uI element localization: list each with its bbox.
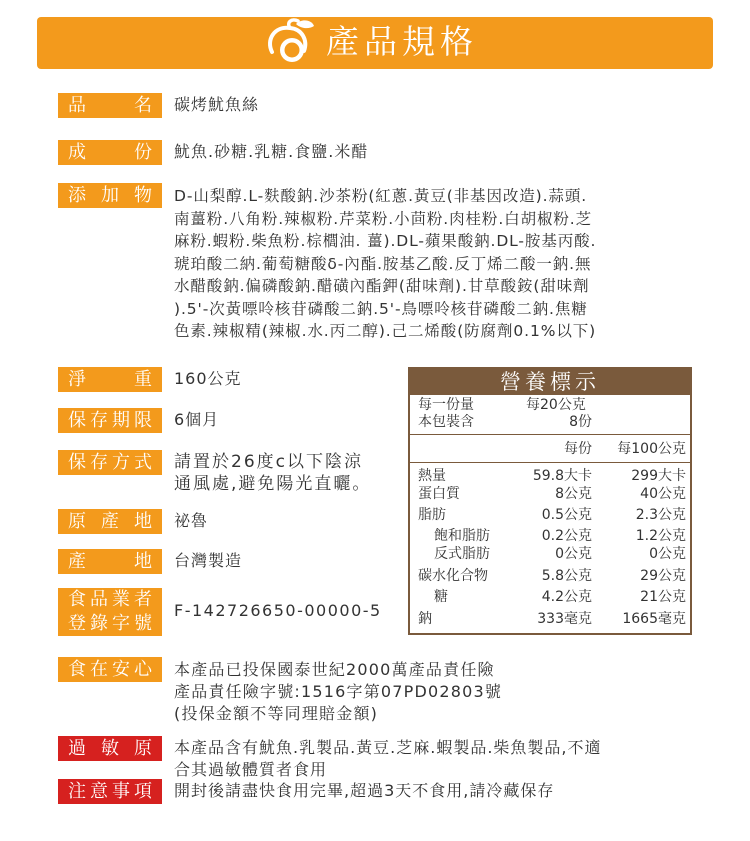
row-per-serving: 0.5公克 xyxy=(541,507,592,523)
label-allergen: 過敏原 xyxy=(58,736,162,761)
food-safety-text xyxy=(174,659,502,725)
additives-line: 色素.辣椒精(辣椒.水.丙二醇).己二烯酸(防腐劑0.1%以下) xyxy=(174,322,597,340)
row-name: 蛋白質 xyxy=(418,486,460,502)
nutrition-table xyxy=(408,367,692,635)
food-safety-note: (投保金額不等同理賠金額) xyxy=(174,704,379,723)
serving-size-label: 每一份量 xyxy=(418,397,474,413)
label-shelf-life: 保存期限 xyxy=(58,408,162,433)
row-name: 脂肪 xyxy=(418,507,446,523)
label-ingredients: 成份 xyxy=(58,140,162,165)
row-per-100g: 1665毫克 xyxy=(622,611,686,627)
origin-value: 祕魯 xyxy=(174,511,209,530)
label-product-name: 品名 xyxy=(58,93,162,118)
allergen-line: 本產品含有魷魚.乳製品.黃豆.芝麻.蝦製品.柴魚製品,不適 xyxy=(174,738,602,757)
label-net-weight: 淨重 xyxy=(58,367,162,392)
allergen-text xyxy=(174,737,602,781)
row-per-serving: 8公克 xyxy=(555,486,592,502)
label-food-safety: 食在安心 xyxy=(58,657,162,682)
row-name: 熱量 xyxy=(418,468,446,484)
label-additives: 添加物 xyxy=(58,183,162,208)
serving-size-value: 每20公克 xyxy=(526,397,586,413)
label-producer-location: 產地 xyxy=(58,549,162,574)
storage-text xyxy=(174,451,371,495)
allergen-line: 合其過敏體質者食用 xyxy=(174,760,328,779)
nutrition-title: 營養標示 xyxy=(410,369,690,395)
label-origin: 原產地 xyxy=(58,509,162,534)
label-storage: 保存方式 xyxy=(58,450,162,475)
row-per-serving: 59.8大卡 xyxy=(532,468,592,484)
row-per-100g: 40公克 xyxy=(640,486,686,502)
row-per-100g: 0公克 xyxy=(649,546,686,562)
row-per-100g: 299大卡 xyxy=(631,468,686,484)
servings-label: 本包裝含 xyxy=(418,414,474,430)
additives-line: 琥珀酸二納.葡萄糖酸δ-內酯.胺基乙酸.反丁烯二酸一鈉.無 xyxy=(174,254,592,273)
ingredients-value: 魷魚.砂糖.乳糖.食鹽.米醋 xyxy=(174,142,369,161)
row-per-100g: 2.3公克 xyxy=(635,507,686,523)
label-registration xyxy=(58,588,162,636)
additives-line: 水醋酸鈉.偏磷酸鈉.醋磺內酯鉀(甜味劑).甘草酸銨(甜味劑 xyxy=(174,277,590,295)
registration-label-line: 登錄字號 xyxy=(68,613,152,634)
additives-line: 麻粉.蝦粉.柴魚粉.棕櫚油. 薑).DL-蘋果酸鈉.DL-胺基丙酸. xyxy=(174,232,597,250)
additives-line: D-山梨醇.L-麩酸鈉.沙茶粉(紅蔥.黃豆(非基因改造).蒜頭. xyxy=(174,187,588,205)
col-per-serving: 每份 xyxy=(564,441,592,457)
row-name: 鈉 xyxy=(418,611,432,627)
row-per-serving: 5.8公克 xyxy=(541,568,592,584)
label-notice: 注意事項 xyxy=(58,779,162,804)
row-per-serving: 0公克 xyxy=(555,546,592,562)
row-per-serving: 4.2公克 xyxy=(541,589,592,605)
producer-location-value: 台灣製造 xyxy=(174,551,243,570)
additives-text xyxy=(174,185,694,343)
divider xyxy=(410,434,690,435)
shelf-life-value: 6個月 xyxy=(174,410,220,429)
col-per-100g: 每100公克 xyxy=(617,441,686,457)
divider xyxy=(410,462,690,463)
row-per-serving: 333毫克 xyxy=(537,611,592,627)
row-per-serving: 0.2公克 xyxy=(541,528,592,544)
registration-value: F-142726650-00000-5 xyxy=(174,601,382,620)
product-name-value: 碳烤魷魚絲 xyxy=(174,95,260,114)
additives-line: ).5'-次黃嘌呤核苷磷酸二鈉.5'-鳥嘌呤核苷磷酸二鈉.焦糖 xyxy=(174,299,588,318)
servings-value: 8份 xyxy=(569,414,592,430)
row-name: 反式脂肪 xyxy=(434,546,490,562)
storage-line: 請置於26度c以下陰涼 xyxy=(174,452,363,472)
row-per-100g: 21公克 xyxy=(640,589,686,605)
row-per-100g: 1.2公克 xyxy=(635,528,686,544)
notice-value: 開封後請盡快食用完畢,超過3天不食用,請冷藏保存 xyxy=(174,781,555,800)
row-per-100g: 29公克 xyxy=(640,568,686,584)
row-name: 飽和脂肪 xyxy=(434,528,490,544)
row-name: 碳水化合物 xyxy=(418,568,488,584)
orange-fruit-icon xyxy=(262,18,324,64)
additives-line: 南薑粉.八角粉.辣椒粉.芹菜粉.小茴粉.肉桂粉.白胡椒粉.芝 xyxy=(174,209,592,228)
page-title: 產品規格 xyxy=(326,22,478,61)
food-safety-line: 產品責任險字號:1516字第07PD02803號 xyxy=(174,682,503,701)
row-name: 糖 xyxy=(434,589,448,605)
registration-label-line: 食品業者 xyxy=(68,589,152,610)
food-safety-line: 本產品已投保國泰世紀2000萬產品責任險 xyxy=(174,660,495,679)
net-weight-value: 160公克 xyxy=(174,369,242,388)
storage-line: 通風處,避免陽光直曬。 xyxy=(174,474,372,494)
